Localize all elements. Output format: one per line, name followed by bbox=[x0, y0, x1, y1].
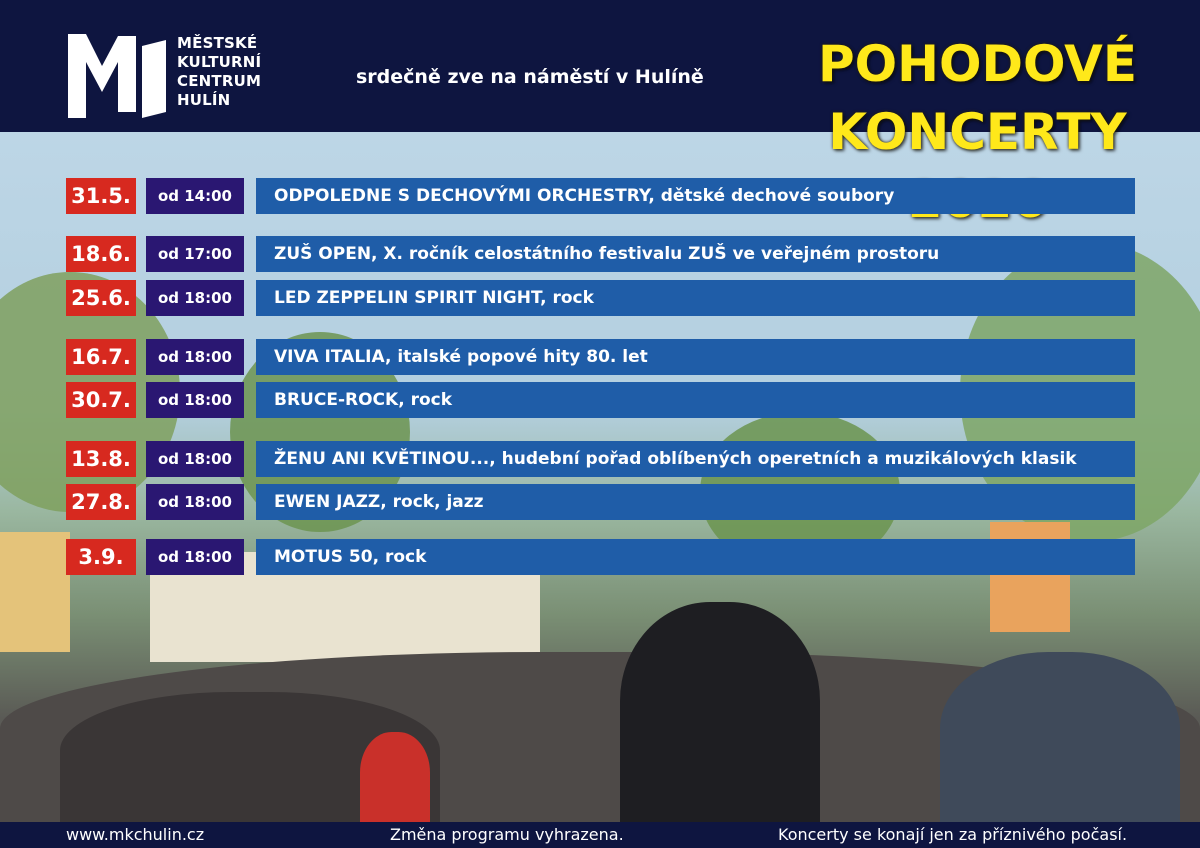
event-time: od 18:00 bbox=[146, 382, 244, 418]
event-name: BRUCE-ROCK, rock bbox=[256, 382, 1135, 418]
weather-notice: Koncerty se konají jen za příznivého počasí. bbox=[778, 825, 1128, 844]
mk-hulin-logo bbox=[66, 32, 170, 118]
event-date: 25.6. bbox=[66, 280, 136, 316]
org-line: CENTRUM bbox=[177, 72, 262, 90]
event-date: 30.7. bbox=[66, 382, 136, 418]
website-link[interactable]: www.mkchulin.cz bbox=[66, 825, 205, 844]
event-name: EWEN JAZZ, rock, jazz bbox=[256, 484, 1135, 520]
event-time: od 18:00 bbox=[146, 441, 244, 477]
org-name bbox=[177, 34, 261, 110]
event-time: od 18:00 bbox=[146, 539, 244, 575]
event-time: od 18:00 bbox=[146, 339, 244, 375]
event-name: VIVA ITALIA, italské popové hity 80. let bbox=[256, 339, 1135, 375]
event-time: od 18:00 bbox=[146, 280, 244, 316]
footer bbox=[0, 822, 1200, 848]
invitation-text: srdečně zve na náměstí v Hulíně bbox=[356, 66, 704, 88]
title-line: POHODOVÉ bbox=[817, 35, 1138, 93]
event-time: od 18:00 bbox=[146, 484, 244, 520]
program-change-notice: Změna programu vyhrazena. bbox=[390, 825, 624, 844]
event-date: 13.8. bbox=[66, 441, 136, 477]
event-date: 3.9. bbox=[66, 539, 136, 575]
title-line: KONCERTY bbox=[828, 103, 1127, 161]
event-date: 31.5. bbox=[66, 178, 136, 214]
event-name: MOTUS 50, rock bbox=[256, 539, 1135, 575]
event-date: 18.6. bbox=[66, 236, 136, 272]
event-date: 16.7. bbox=[66, 339, 136, 375]
event-date: 27.8. bbox=[66, 484, 136, 520]
event-name: ZUŠ OPEN, X. ročník celostátního festivalu ZUŠ ve veřejném prostoru bbox=[256, 236, 1135, 272]
event-name: LED ZEPPELIN SPIRIT NIGHT, rock bbox=[256, 280, 1135, 316]
org-line: MĚSTSKÉ bbox=[177, 34, 258, 52]
org-line: HULÍN bbox=[177, 91, 231, 109]
event-time: od 17:00 bbox=[146, 236, 244, 272]
event-name: ODPOLEDNE S DECHOVÝMI ORCHESTRY, dětské dechové soubory bbox=[256, 178, 1135, 214]
org-line: KULTURNÍ bbox=[177, 53, 262, 71]
event-name: ŽENU ANI KVĚTINOU..., hudební pořad oblíbených operetních a muzikálových klasik bbox=[256, 441, 1135, 477]
event-time: od 14:00 bbox=[146, 178, 244, 214]
